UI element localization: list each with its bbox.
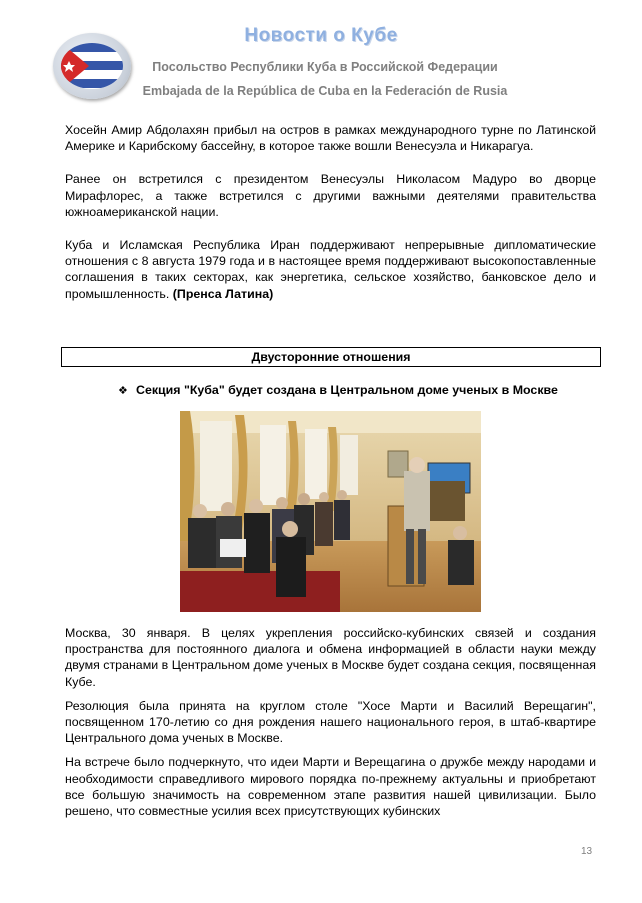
- paragraph-text: Куба и Исламская Республика Иран поддерживают непрерывные дипломатические отношения с 8 августа 1979 года и в настоящее время поддерживают высокопоставленные соглашения в таких секторах, как энергетика, сельское хозяйство, банковское дело и промышленность.: [65, 238, 596, 301]
- bullet-diamond-icon: ❖: [118, 385, 128, 397]
- source-credit: (Пренса Латина): [172, 286, 274, 301]
- paragraph: Москва, 30 января. В целях укрепления российско-кубинских связей и создания пространства для постоянного диалога и обмена информацией в области науки между двумя странами в Центральном доме ученых в Москве будет создана секция, посвященная Кубе.: [65, 626, 596, 689]
- paragraph: [65, 237, 596, 302]
- paragraph: Хосейн Амир Абдолахян прибыл на остров в рамках международного турне по Латинской Америке и Карибскому бассейну, в которое также вошли Венесуэла и Никарагуа.: [65, 123, 596, 154]
- article-cuba-section-body: [65, 625, 596, 819]
- article-headline: [118, 383, 558, 397]
- embassy-name-ru: Посольство Республики Куба в Российской Федерации: [152, 60, 498, 74]
- page-header: [0, 0, 642, 110]
- paragraph: Резолюция была принята на круглом столе "Хосе Марти и Василий Верещагин", посвященном 170-летию со дня рождения нашего национального героя, в штаб-квартире Центрального дома ученых в Москве.: [65, 698, 596, 746]
- paragraph: Ранее он встретился с президентом Венесуэлы Николасом Мадуро во дворце Мирафлорес, а также встретился с другими важными деятелями правительства южноамериканской нации.: [65, 172, 596, 219]
- headline-text: Секция "Куба" будет создана в Центральном доме ученых в Москве: [136, 383, 558, 397]
- page-number: 13: [581, 846, 593, 857]
- article-iran-body: [65, 122, 596, 302]
- embassy-name-es: Embajada de la República de Cuba en la Federación de Rusia: [142, 84, 508, 98]
- newsletter-title: Новости о Кубе: [244, 25, 398, 46]
- paragraph: На встрече было подчеркнуто, что идеи Марти и Верещагина о дружбе между народами и необходимости справедливого мирового порядка по-прежнему актуальны и приобретают все большую значимость на современном этапе развития нашей цивилизации. Было решено, что совместные усилия всех присутствующих кубинских: [65, 755, 596, 819]
- section-heading: Двусторонние отношения: [61, 347, 601, 367]
- event-photo: [180, 411, 481, 612]
